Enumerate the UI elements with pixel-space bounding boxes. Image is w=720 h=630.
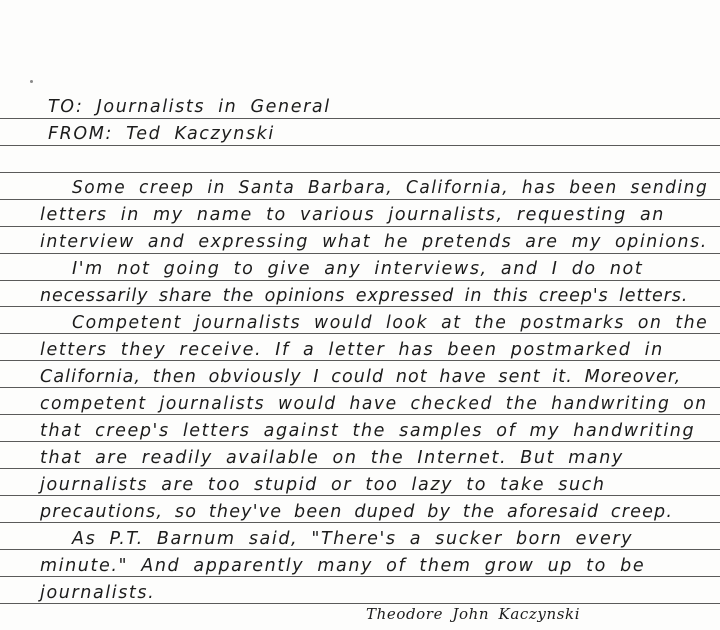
ruled-line — [0, 576, 720, 577]
ruled-line — [0, 522, 720, 523]
ruled-line — [0, 360, 720, 361]
ruled-line — [0, 441, 720, 442]
ruled-line — [0, 387, 720, 388]
body-line: Competent journalists would look at the postmarks on the — [72, 313, 709, 333]
paper-speck — [30, 80, 33, 83]
body-line: I'm not going to give any interviews, and I do not — [72, 259, 644, 279]
body-line: minute." And apparently many of them grow up to be — [40, 556, 646, 576]
ruled-line — [0, 253, 720, 254]
ruled-line — [0, 495, 720, 496]
body-line: As P.T. Barnum said, "There's a sucker born every — [72, 529, 634, 549]
ruled-line — [0, 414, 720, 415]
body-line: precautions, so they've been duped by the aforesaid creep. — [40, 502, 674, 522]
body-line: necessarily share the opinions expressed in this creep's letters. — [40, 286, 689, 306]
ruled-line — [0, 118, 720, 119]
ruled-line — [0, 172, 720, 173]
ruled-line — [0, 145, 720, 146]
ruled-line — [0, 199, 720, 200]
ruled-line — [0, 603, 720, 604]
ruled-line — [0, 226, 720, 227]
body-line: California, then obviously I could not have sent it. Moreover, — [40, 367, 682, 387]
body-line: that are readily available on the Internet. But many — [40, 448, 624, 468]
body-line: interview and expressing what he pretends are my opinions. — [40, 232, 708, 252]
body-line: journalists. — [40, 583, 156, 603]
memo-from-line: FROM: Ted Kaczynski — [48, 124, 275, 144]
signature: Theodore John Kaczynski — [366, 605, 581, 623]
body-line: competent journalists would have checked the handwriting on — [40, 394, 708, 414]
ruled-line — [0, 468, 720, 469]
ruled-line — [0, 549, 720, 550]
body-line: letters in my name to various journalists, requesting an — [40, 205, 665, 225]
memo-to-line: TO: Journalists in General — [48, 97, 331, 117]
ruled-line — [0, 333, 720, 334]
body-line: Some creep in Santa Barbara, California, has been sending — [72, 178, 709, 198]
body-line: journalists are too stupid or too lazy to take such — [40, 475, 606, 495]
ruled-line — [0, 280, 720, 281]
body-line: that creep's letters against the samples of my handwriting — [40, 421, 696, 441]
ruled-line — [0, 306, 720, 307]
body-line: letters they receive. If a letter has been postmarked in — [40, 340, 664, 360]
